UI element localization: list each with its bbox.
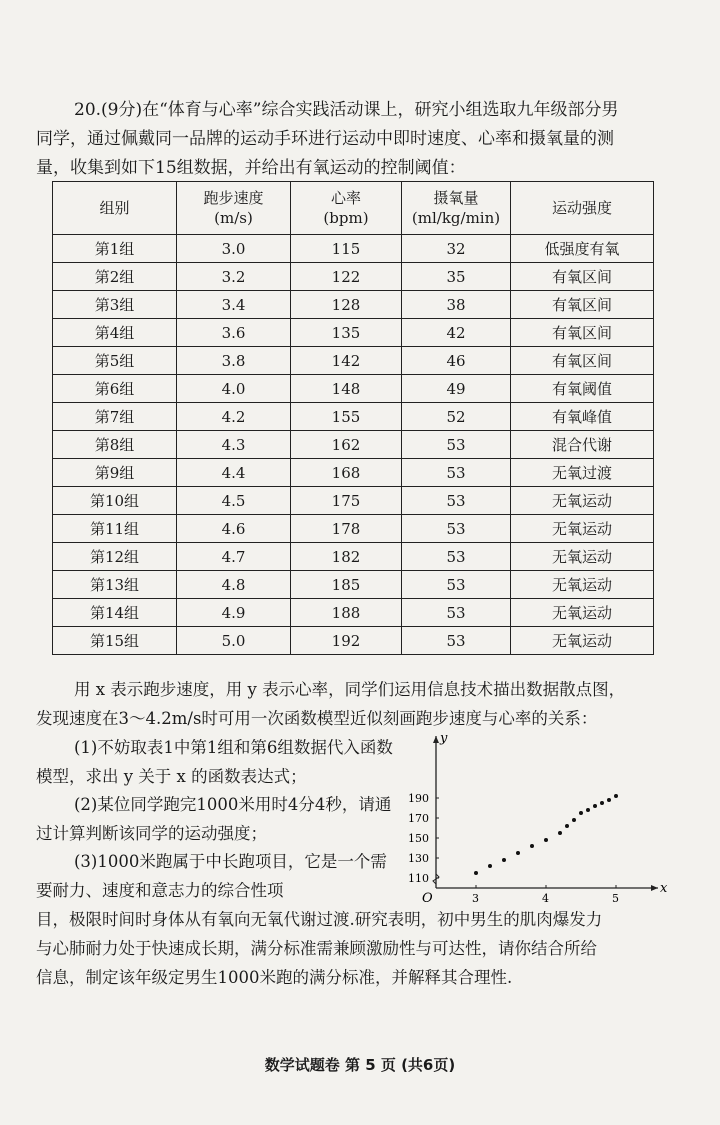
page-footer: 数学试题卷 第 5 页 (共6页) [264,1056,456,1074]
table-header-row [53,182,654,235]
x-tick-label: 3 [472,892,479,905]
cell-speed: 3.0 [177,235,291,263]
scatter-point [586,808,590,812]
cell-oxygen: 53 [402,515,511,543]
scatter-point [502,858,506,862]
cell-heart-rate: 128 [291,291,402,319]
cell-intensity: 低强度有氧 [511,235,654,263]
cell-speed: 4.0 [177,375,291,403]
scatter-chart [398,728,678,910]
cell-speed: 3.8 [177,347,291,375]
part-1: (1)不妨取表1中第1组和第6组数据代入函数模型，求出 y 关于 x 的函数表达式； [36,738,393,786]
cell-intensity: 无氧运动 [511,599,654,627]
table-row [53,515,654,543]
intro-line: 同学，通过佩戴同一品牌的运动手环进行运动中即时速度、心率和摄氧量的测 [36,129,614,149]
cell-group: 第3组 [53,291,177,319]
cell-oxygen: 49 [402,375,511,403]
scatter-point [593,804,597,808]
cell-oxygen: 42 [402,319,511,347]
cell-heart-rate: 192 [291,627,402,655]
cell-group: 第4组 [53,319,177,347]
cell-heart-rate: 155 [291,403,402,431]
header-group: 组别 [53,182,177,235]
y-tick-label: 130 [408,852,429,865]
cell-speed: 4.8 [177,571,291,599]
cell-heart-rate: 135 [291,319,402,347]
header-speed: 跑步速度 (m/s) [177,182,291,235]
cell-speed: 3.6 [177,319,291,347]
cell-intensity: 有氧峰值 [511,403,654,431]
lead-line: 发现速度在3～4.2m/s时可用一次函数模型近似刻画跑步速度与心率的关系： [36,709,598,728]
cell-oxygen: 53 [402,543,511,571]
cell-oxygen: 38 [402,291,511,319]
cell-group: 第6组 [53,375,177,403]
data-table [52,181,654,655]
scatter-point [579,811,583,815]
cell-speed: 5.0 [177,627,291,655]
part-3-line: 与心肺耐力处于快速成长期，满分标准需兼顾激励性与可达性，请你结合所给 [36,939,597,958]
scatter-point [614,794,618,798]
lead-line: 用 x 表示跑步速度，用 y 表示心率，同学们运用信息技术描出数据散点图， [74,680,626,699]
cell-speed: 4.5 [177,487,291,515]
scatter-point [544,838,548,842]
cell-oxygen: 53 [402,487,511,515]
x-axis-label: x [660,881,668,896]
cell-oxygen: 53 [402,431,511,459]
intro-line: 量，收集到如下15组数据，并给出有氧运动的控制阈值： [36,158,466,178]
cell-intensity: 有氧区间 [511,319,654,347]
cell-oxygen: 53 [402,571,511,599]
x-tick-label: 5 [612,892,619,905]
table-row [53,347,654,375]
table-row [53,431,654,459]
y-axis-label: y [440,731,448,746]
cell-oxygen: 53 [402,627,511,655]
cell-group: 第14组 [53,599,177,627]
cell-heart-rate: 122 [291,263,402,291]
scatter-point [530,844,534,848]
problem-intro [36,96,686,183]
scatter-point [474,871,478,875]
cell-intensity: 有氧区间 [511,263,654,291]
cell-heart-rate: 142 [291,347,402,375]
part-3-start: (3)1000米跑属于中长跑项目，它是一个需要耐力、速度和意志力的综合性项 [36,852,387,900]
cell-heart-rate: 148 [291,375,402,403]
cell-group: 第7组 [53,403,177,431]
header-intensity: 运动强度 [511,182,654,235]
scatter-point [607,798,611,802]
table-row [53,599,654,627]
table-row [53,235,654,263]
question-lead [36,675,686,733]
cell-group: 第11组 [53,515,177,543]
cell-oxygen: 53 [402,599,511,627]
cell-speed: 4.3 [177,431,291,459]
cell-group: 第13组 [53,571,177,599]
table-row [53,543,654,571]
cell-intensity: 无氧运动 [511,543,654,571]
cell-oxygen: 52 [402,403,511,431]
table-row [53,263,654,291]
cell-speed: 4.2 [177,403,291,431]
intro-line: 20.(9分)在“体育与心率”综合实践活动课上，研究小组选取九年级部分男 [74,100,619,120]
y-axis-arrow [433,736,439,743]
table-row [53,627,654,655]
cell-heart-rate: 182 [291,543,402,571]
table-row [53,319,654,347]
part-3-line: 目，极限时间时身体从有氧向无氧代谢过渡.研究表明，初中男生的肌肉爆发力 [36,910,603,929]
cell-heart-rate: 178 [291,515,402,543]
cell-oxygen: 35 [402,263,511,291]
cell-heart-rate: 188 [291,599,402,627]
cell-heart-rate: 115 [291,235,402,263]
origin-label: O [422,891,433,906]
cell-speed: 3.2 [177,263,291,291]
table-row [53,375,654,403]
table-row [53,459,654,487]
cell-intensity: 无氧过渡 [511,459,654,487]
cell-group: 第15组 [53,627,177,655]
part-3-line: 信息，制定该年级定男生1000米跑的满分标准，并解释其合理性. [36,968,513,987]
cell-heart-rate: 175 [291,487,402,515]
x-tick-label: 4 [542,892,549,905]
table-row [53,487,654,515]
cell-heart-rate: 168 [291,459,402,487]
cell-speed: 4.6 [177,515,291,543]
scatter-point [572,818,576,822]
cell-intensity: 无氧运动 [511,515,654,543]
part-2: (2)某位同学跑完1000米用时4分4秒，请通过计算判断该同学的运动强度； [36,795,392,843]
y-tick-label: 150 [408,832,429,845]
cell-speed: 4.9 [177,599,291,627]
cell-intensity: 有氧区间 [511,291,654,319]
y-tick-label: 190 [408,792,429,805]
cell-group: 第9组 [53,459,177,487]
cell-oxygen: 32 [402,235,511,263]
cell-speed: 4.4 [177,459,291,487]
header-oxygen: 摄氧量 (ml/kg/min) [402,182,511,235]
cell-heart-rate: 185 [291,571,402,599]
y-tick-label: 170 [408,812,429,825]
cell-heart-rate: 162 [291,431,402,459]
scatter-point [516,851,520,855]
scatter-point [565,824,569,828]
table-row [53,403,654,431]
scatter-point [600,801,604,805]
y-tick-label: 110 [408,872,429,885]
cell-speed: 3.4 [177,291,291,319]
question-part-3 [36,905,686,992]
cell-group: 第1组 [53,235,177,263]
cell-speed: 4.7 [177,543,291,571]
cell-intensity: 无氧运动 [511,571,654,599]
cell-group: 第5组 [53,347,177,375]
cell-oxygen: 53 [402,459,511,487]
cell-intensity: 混合代谢 [511,431,654,459]
cell-intensity: 无氧运动 [511,487,654,515]
cell-group: 第8组 [53,431,177,459]
header-heart-rate: 心率 (bpm) [291,182,402,235]
cell-intensity: 有氧阈值 [511,375,654,403]
cell-group: 第12组 [53,543,177,571]
cell-intensity: 无氧运动 [511,627,654,655]
x-axis-arrow [651,885,658,891]
question-parts [36,734,396,905]
scatter-point [558,831,562,835]
cell-oxygen: 46 [402,347,511,375]
table-row [53,571,654,599]
cell-group: 第10组 [53,487,177,515]
cell-group: 第2组 [53,263,177,291]
table-row [53,291,654,319]
cell-intensity: 有氧区间 [511,347,654,375]
scatter-point [488,864,492,868]
